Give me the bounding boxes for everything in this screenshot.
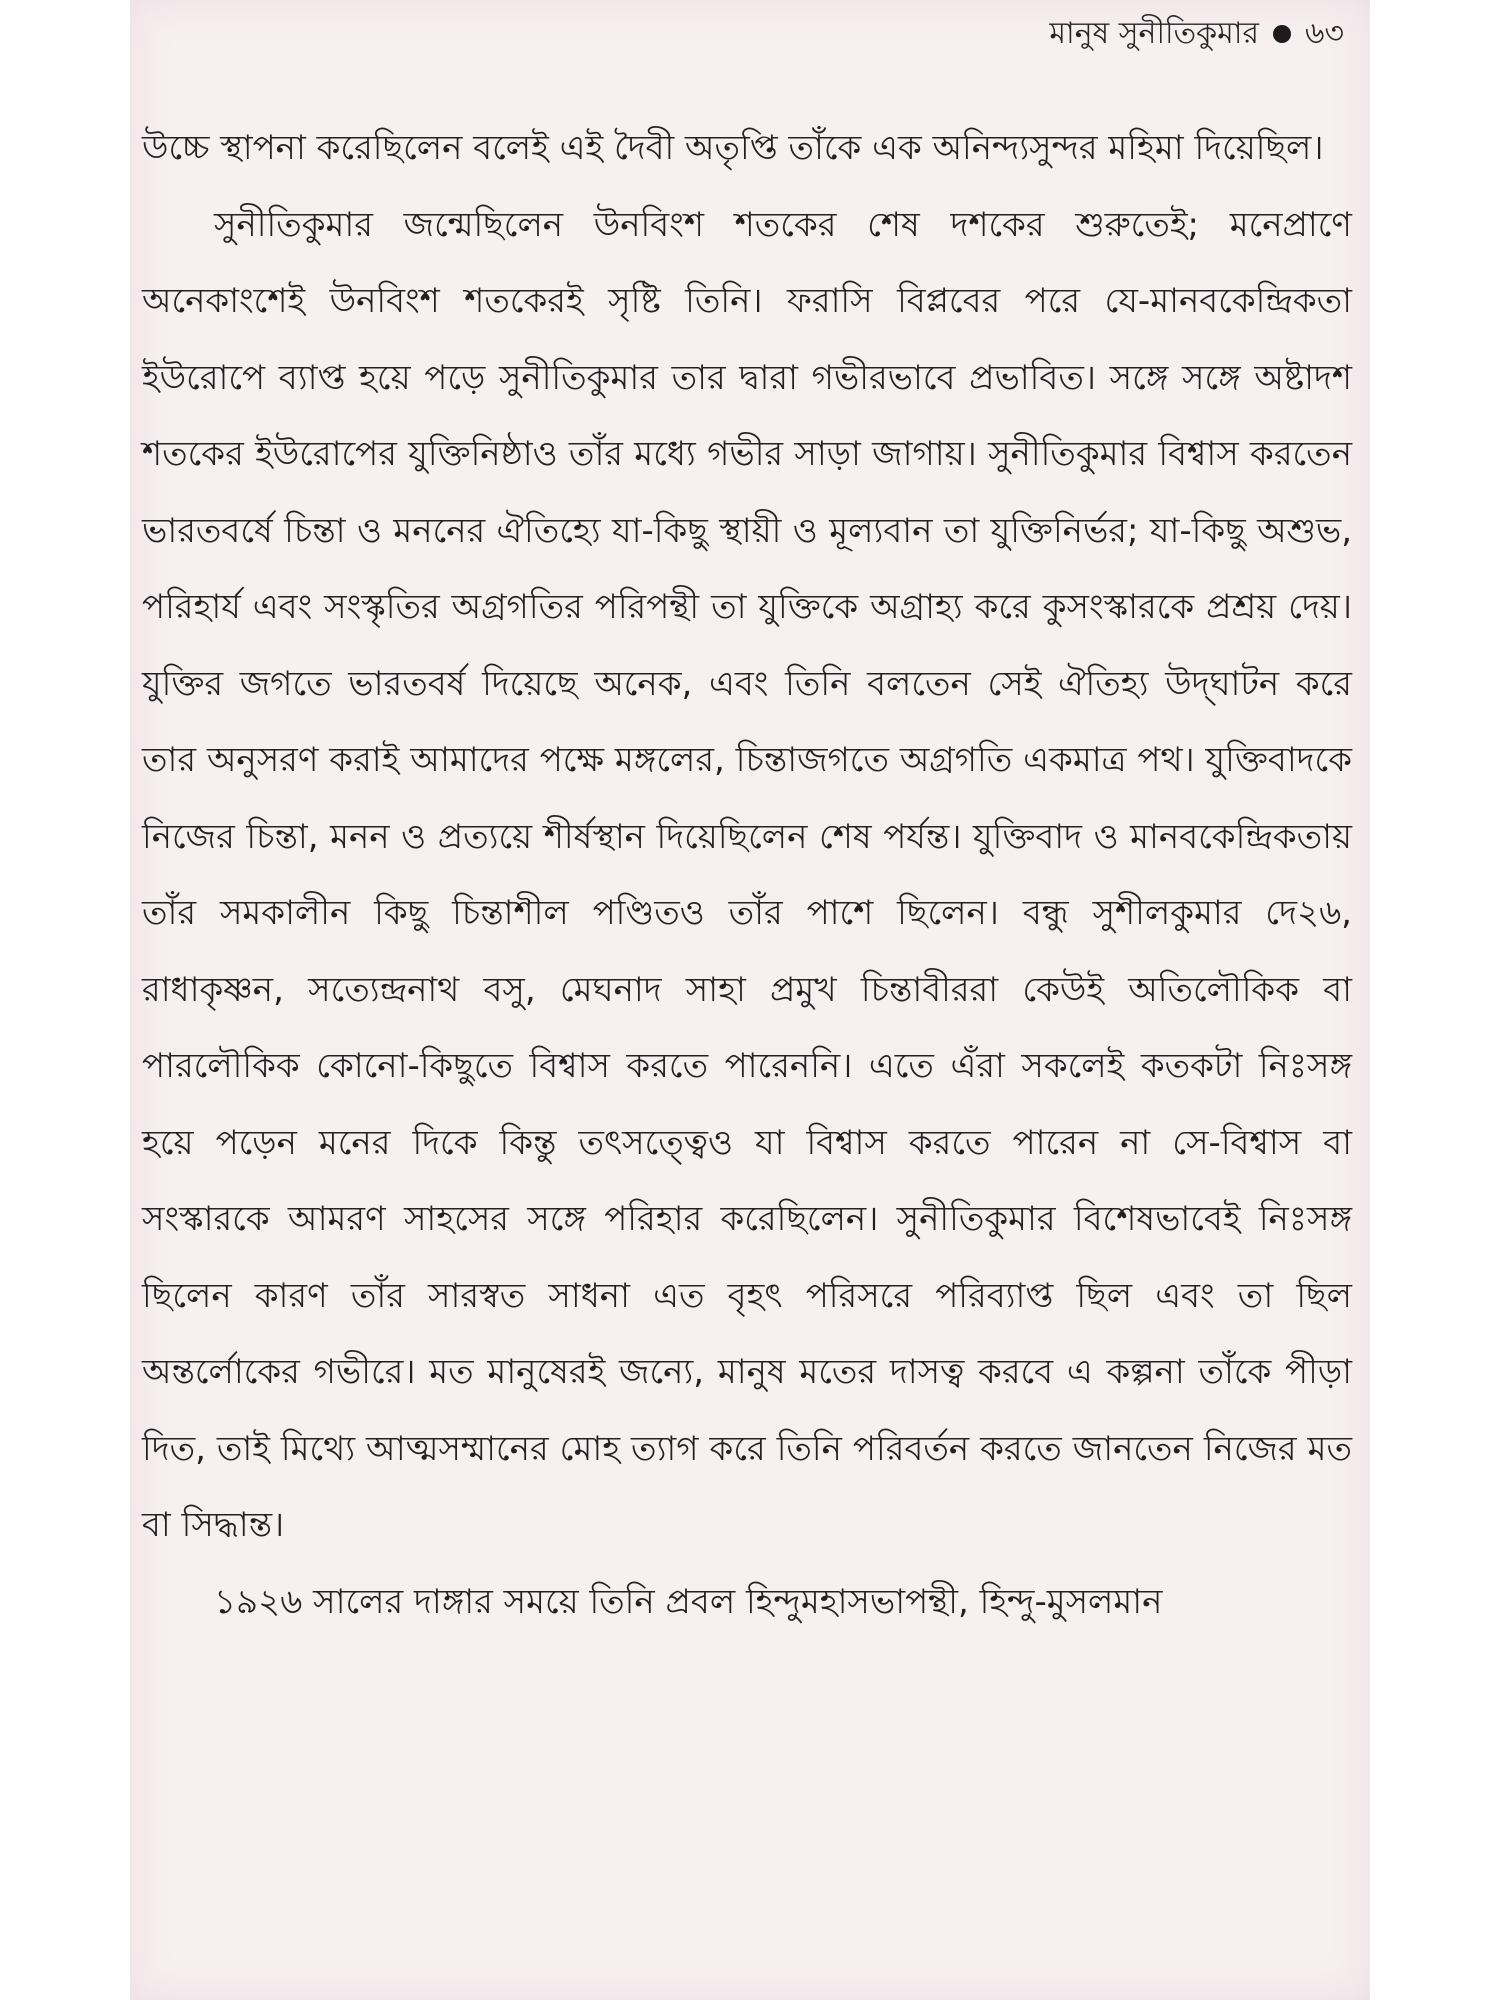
paragraph: ১৯২৬ সালের দাঙ্গার সময়ে তিনি প্রবল হিন্দুমহাসভাপন্থী, হিন্দু-মুসলমান bbox=[214, 1581, 1163, 1622]
paragraph: উচ্চে স্থাপনা করেছিলেন বলেই এই দৈবী অতৃপ্তি তাঁকে এক অনিন্দ্যসুন্দর মহিমা দিয়েছিল। bbox=[142, 128, 1324, 168]
page-number: ৬৩ bbox=[1304, 15, 1344, 51]
book-page bbox=[130, 0, 1370, 2000]
bullet-separator bbox=[1273, 25, 1291, 43]
paragraph: সুনীতিকুমার জন্মেছিলেন উনবিংশ শতকের শেষ দশকের শুরুতেই; মনেপ্রাণে অনেকাংশেই উনবিংশ শতকেরই সৃষ্টি তিনি। ফরাসি বিপ্লবের পরে যে-মানবকেন্দ্রিকতা ইউরোপে ব্যাপ্ত হয়ে পড়ে সুনীতিকুমার তার দ্বারা গভীরভাবে প্রভাবিত। সঙ্গে সঙ্গে অষ্টাদশ শতকের ইউরোপের যুক্তিনিষ্ঠাও তাঁর মধ্যে গভীর সাড়া জাগায়। সুনীতিকুমার বিশ্বাস করতেন ভারতবর্ষে চিন্তা ও মননের ঐতিহ্যে যা-কিছু স্থায়ী ও মূল্যবান তা যুক্তিনির্ভর; যা-কিছু অশুভ, পরিহার্য এবং সংস্কৃতির অগ্রগতির পরিপন্থী তা যুক্তিকে অগ্রাহ্য করে কুসংস্কারকে প্রশ্রয় দেয়। যুক্তির জগতে ভারতবর্ষ দিয়েছে অনেক, এবং তিনি বলতেন সেই ঐতিহ্য উদ্‌ঘাটন করে তার অনুসরণ করাই আমাদের পক্ষে মঙ্গলের, চিন্তাজগতে অগ্রগতি একমাত্র পথ। যুক্তিবাদকে নিজের চিন্তা, মনন ও প্রত্যয়ে শীর্ষস্থান দিয়েছিলেন শেষ পর্যন্ত। যুক্তিবাদ ও মানবকেন্দ্রিকতায় তাঁর সমকালীন কিছু চিন্তাশীল পণ্ডিতও তাঁর পাশে ছিলেন। বন্ধু সুশীলকুমার দে২৬, রাধাকৃষ্ণন, সত্যেন্দ্রনাথ বসু, মেঘনাদ সাহা প্রমুখ চিন্তাবীররা কেউই অতিলৌকিক বা পারলৌকিক কোনো-কিছুতে বিশ্বাস করতে পারেননি। এতে এঁরা সকলেই কতকটা নিঃসঙ্গ হয়ে পড়েন মনের দিকে কিন্তু তৎসত্ত্বেও যা বিশ্বাস করতে পারেন না সে-বিশ্বাস বা সংস্কারকে আমরণ সাহসের সঙ্গে পরিহার করেছিলেন। সুনীতিকুমার বিশেষভাবেই নিঃসঙ্গ ছিলেন কারণ তাঁর সারস্বত সাধনা এত বৃহৎ পরিসরে পরিব্যাপ্ত ছিল এবং তা ছিল অন্তর্লোকের গভীরে। মত মানুষেরই জন্যে, মানুষ মতের দাসত্ব করবে এ কল্পনা তাঁকে পীড়া দিত, তাই মিথ্যে আত্মসম্মানের মোহ ত্যাগ করে তিনি পরিবর্তন করতে জানতেন নিজের মত বা সিদ্ধান্ত। bbox=[142, 204, 1352, 1545]
body-text bbox=[142, 110, 1352, 1640]
running-header bbox=[1049, 14, 1344, 54]
running-title: মানুষ সুনীতিকুমার bbox=[1049, 15, 1259, 51]
